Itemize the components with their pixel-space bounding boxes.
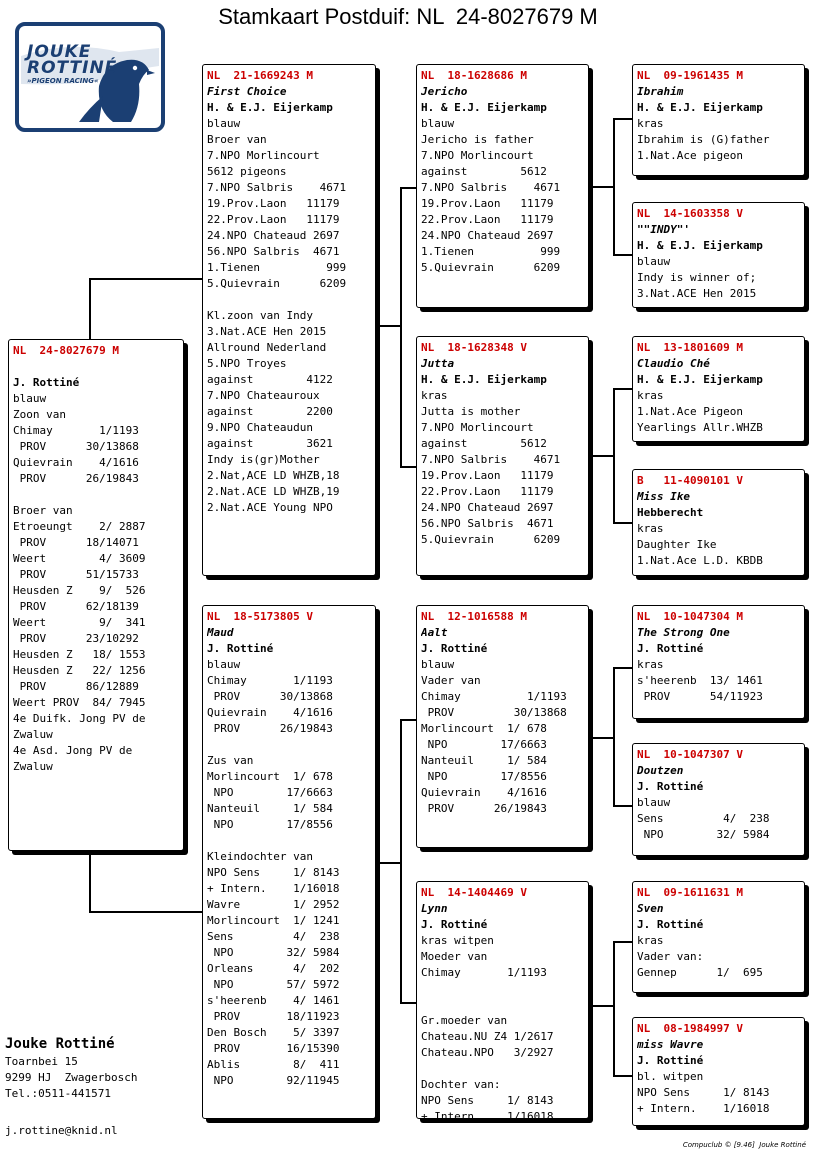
pedigree-line: 5.Quievrain 6209 [421, 261, 561, 274]
pedigree-line: Jericho is father [421, 133, 534, 146]
breeder-name: J. Rottiné [637, 1054, 704, 1067]
connector-line [400, 187, 417, 189]
pedigree-line: s'heerenb 13/ 1461 [637, 674, 763, 687]
pedigree-line: 19.Prov.Laon 11179 [421, 197, 554, 210]
pedigree-line: 5.NPO Troyes [207, 357, 287, 370]
pigeon-name: Sven [637, 902, 664, 915]
ring-number: B 11-4090101 V [637, 474, 743, 487]
pedigree-line: 7.NPO Salbris 4671 [207, 181, 347, 194]
pedigree-line: 24.NPO Chateaud 2697 [207, 229, 340, 242]
owner-city: 9299 HJ Zwagerbosch [5, 1071, 138, 1084]
pedigree-line: + Intern. 1/16018 [421, 1110, 554, 1123]
connector-line [613, 941, 615, 1077]
pedigree-line: 7.NPO Salbris 4671 [421, 453, 561, 466]
pedigree-line: blauw [637, 255, 671, 268]
pedigree-line: 1.Nat.Ace L.D. KBDB [637, 554, 763, 567]
pedigree-line: PROV 30/13868 [207, 690, 333, 703]
pedigree-line: kras witpen [421, 934, 494, 947]
pedigree-line: Weert PROV 84/ 7945 [13, 696, 146, 709]
pedigree-line: + Intern. 1/16018 [637, 1102, 770, 1115]
pedigree-line: against 5612 [421, 437, 547, 450]
connector-line [589, 737, 615, 739]
pedigree-line: Zus van [207, 754, 254, 767]
connector-line [376, 325, 402, 327]
pedigree-line: NPO 17/8556 [207, 818, 333, 831]
connector-line [613, 805, 632, 807]
pedigree-line: blauw [421, 117, 455, 130]
pedigree-line: NPO 57/ 5972 [207, 978, 340, 991]
pedigree-line: Indy is winner of; [637, 271, 757, 284]
pedigree-line: Indy is(gr)Mother [207, 453, 320, 466]
pedigree-line [207, 292, 371, 308]
pedigree-line: PROV 26/19843 [207, 722, 333, 735]
pigeon-name: Claudio Ché [637, 357, 710, 370]
pigeon-name: Maud [207, 626, 234, 639]
pigeon-card-mother-mother [416, 881, 589, 1123]
pigeon-name: ""INDY"' [637, 223, 690, 236]
pedigree-line: Daughter Ike [637, 538, 717, 551]
pedigree-line: NPO 32/ 5984 [637, 828, 770, 841]
pedigree-line: Kl.zoon van Indy [207, 309, 313, 322]
pedigree-line: 22.Prov.Laon 11179 [421, 213, 554, 226]
ring-number: NL 14-1603358 V [637, 207, 743, 220]
pedigree-line: 7.NPO Salbris 4671 [421, 181, 561, 194]
connector-line [400, 187, 402, 468]
pedigree-line: 2.Nat.ACE Young NPO [207, 501, 333, 514]
pedigree-line: Morlincourt 1/ 678 [207, 770, 333, 783]
pedigree-line: PROV 18/14071 [13, 536, 139, 549]
connector-line [589, 186, 615, 188]
pedigree-line: 3.Nat.ACE Hen 2015 [207, 325, 327, 338]
connector-line [613, 118, 632, 120]
connector-line [400, 719, 402, 1004]
connector-line [89, 278, 91, 340]
pedigree-line: PROV 26/19843 [13, 472, 139, 485]
pigeon-card-subject [8, 339, 184, 851]
pigeon-name: Jericho [421, 85, 468, 98]
connector-line [613, 941, 632, 943]
breeder-name: H. & E.J. Eijerkamp [421, 101, 547, 114]
pedigree-line: kras [637, 522, 664, 535]
pedigree-line: Nanteuil 1/ 584 [421, 754, 547, 767]
pedigree-line: blauw [13, 392, 47, 405]
breeder-name: Hebberecht [637, 506, 704, 519]
pigeon-card-father-father [416, 64, 589, 308]
pedigree-line: blauw [421, 658, 455, 671]
pedigree-line: Zoon van [13, 408, 66, 421]
breeder-name: J. Rottiné [13, 376, 80, 389]
logo-subtitle: »PIGEON RACING« [27, 77, 99, 85]
connector-line [400, 1002, 417, 1004]
pedigree-line: 1.Nat.Ace Pigeon [637, 405, 743, 418]
owner-address [5, 1034, 137, 1102]
pedigree-line: Chateau.NU Z4 1/2617 [421, 1030, 554, 1043]
ring-number: NL 24-8027679 M [13, 344, 119, 357]
owner-email[interactable]: j.rottine@knid.nl [5, 1124, 118, 1137]
pedigree-line: Kleindochter van [207, 850, 313, 863]
pedigree-line: Sens 4/ 238 [207, 930, 340, 943]
pedigree-line: PROV 54/11923 [637, 690, 763, 703]
owner-phone: Tel.:0511-441571 [5, 1087, 111, 1100]
pedigree-line: Chimay 1/1193 [421, 690, 567, 703]
pedigree-line: PROV 30/13868 [13, 440, 139, 453]
pedigree-line: Nanteuil 1/ 584 [207, 802, 333, 815]
pigeon-card-father [202, 64, 376, 576]
ring-number: NL 18-5173805 V [207, 610, 313, 623]
pedigree-line: Wavre 1/ 2952 [207, 898, 340, 911]
connector-line [613, 667, 615, 807]
ring-number: NL 13-1801609 M [637, 341, 743, 354]
breeder-name: H. & E.J. Eijerkamp [637, 101, 763, 114]
breeder-name: J. Rottiné [207, 642, 274, 655]
ring-number: NL 09-1611631 M [637, 886, 743, 899]
pedigree-line: blauw [637, 796, 671, 809]
breeder-name: J. Rottiné [637, 642, 704, 655]
breeder-name: J. Rottiné [421, 918, 488, 931]
connector-line [376, 862, 402, 864]
ring-number: NL 10-1047307 V [637, 748, 743, 761]
pedigree-line: PROV 30/13868 [421, 706, 567, 719]
pedigree-line: 24.NPO Chateaud 2697 [421, 501, 554, 514]
pigeon-name: Ibrahim [637, 85, 684, 98]
pedigree-line: 2.Nat,ACE LD WHZB,18 [207, 469, 340, 482]
breeder-name: H. & E.J. Eijerkamp [207, 101, 333, 114]
footer-credit: Compuclub © [9.46] Jouke Rottiné [682, 1141, 806, 1149]
pigeon-card-fff [632, 64, 805, 176]
pedigree-line: Quievrain 4/1616 [13, 456, 139, 469]
pedigree-line: 19.Prov.Laon 11179 [421, 469, 554, 482]
connector-line [89, 911, 204, 913]
breeder-name: J. Rottiné [421, 642, 488, 655]
pedigree-line [13, 487, 179, 503]
pedigree-line: Moeder van [421, 950, 488, 963]
pedigree-line: Vader van: [637, 950, 704, 963]
pigeon-card-father-mother [416, 336, 589, 576]
pedigree-line: Broer van [207, 133, 267, 146]
pigeon-name: Miss Ike [637, 490, 690, 503]
connector-line [400, 719, 417, 721]
pedigree-line: PROV 51/15733 [13, 568, 139, 581]
pedigree-line [421, 1061, 584, 1077]
pedigree-line: PROV 18/11923 [207, 1010, 340, 1023]
pedigree-line: Jutta is mother [421, 405, 521, 418]
pedigree-line: Gennep 1/ 695 [637, 966, 763, 979]
pigeon-name: miss Wavre [637, 1038, 704, 1051]
breeder-name: H. & E.J. Eijerkamp [637, 373, 763, 386]
pedigree-line: Quievrain 4/1616 [207, 706, 333, 719]
pigeon-name: Aalt [421, 626, 448, 639]
connector-line [613, 667, 632, 669]
pigeon-name: Jutta [421, 357, 455, 370]
connector-line [89, 851, 91, 913]
pedigree-line: 4e Duifk. Jong PV de [13, 712, 146, 725]
pedigree-line: Broer van [13, 504, 73, 517]
pedigree-line: 9.NPO Chateaudun [207, 421, 313, 434]
ring-number: NL 18-1628686 M [421, 69, 527, 82]
pedigree-line: blauw [207, 658, 241, 671]
pigeon-name: The Strong One [637, 626, 730, 639]
pedigree-line: kras [421, 389, 448, 402]
pedigree-line: Chimay 1/1193 [207, 674, 333, 687]
pedigree-line: NPO Sens 1/ 8143 [207, 866, 340, 879]
pedigree-line [421, 997, 584, 1013]
breeder-name: J. Rottiné [637, 780, 704, 793]
pigeon-card-mmf [632, 881, 805, 993]
pedigree-line: 1.Tienen 999 [421, 245, 561, 258]
pedigree-line: Zwaluw [13, 760, 53, 773]
pedigree-line: PROV 26/19843 [421, 802, 547, 815]
pedigree-line: Ablis 8/ 411 [207, 1058, 340, 1071]
pedigree-line: kras [637, 389, 664, 402]
pedigree-line: bl. witpen [637, 1070, 704, 1083]
owner-street: Toarnbei 15 [5, 1055, 78, 1068]
pedigree-line: Allround Nederland [207, 341, 327, 354]
pedigree-line: Den Bosch 5/ 3397 [207, 1026, 340, 1039]
logo-text: ROTTINÉ [27, 58, 118, 78]
pedigree-line [207, 833, 371, 849]
pedigree-line: Heusden Z 18/ 1553 [13, 648, 146, 661]
pigeon-name: First Choice [207, 85, 287, 98]
pedigree-line: NPO 17/8556 [421, 770, 547, 783]
pedigree-line: Dochter van: [421, 1078, 501, 1091]
ring-number: NL 21-1669243 M [207, 69, 313, 82]
pedigree-line: 5.Quievrain 6209 [207, 277, 347, 290]
pedigree-line: Quievrain 4/1616 [421, 786, 547, 799]
pedigree-line: 4e Asd. Jong PV de [13, 744, 133, 757]
pedigree-line: 7.NPO Chateauroux [207, 389, 320, 402]
pedigree-line: PROV 23/10292 [13, 632, 139, 645]
pedigree-line: Orleans 4/ 202 [207, 962, 340, 975]
pedigree-line [207, 737, 371, 753]
connector-line [613, 522, 632, 524]
pedigree-line [13, 359, 179, 375]
pedigree-line: Chimay 1/1193 [421, 966, 547, 979]
pedigree-line: PROV 86/12889 [13, 680, 139, 693]
pedigree-line: 24.NPO Chateaud 2697 [421, 229, 554, 242]
owner-name: Jouke Rottiné [5, 1036, 115, 1052]
pedigree-line: Heusden Z 9/ 526 [13, 584, 146, 597]
pedigree-line: Morlincourt 1/ 1241 [207, 914, 340, 927]
pedigree-line: 56.NPO Salbris 4671 [421, 517, 554, 530]
ring-number: NL 08-1984997 V [637, 1022, 743, 1035]
ring-number: NL 12-1016588 M [421, 610, 527, 623]
pedigree-line: 5612 pigeons [207, 165, 287, 178]
pigeon-card-fmf [632, 336, 805, 442]
pedigree-line: NPO Sens 1/ 8143 [421, 1094, 554, 1107]
pedigree-line: 3.Nat.ACE Hen 2015 [637, 287, 757, 300]
pedigree-line: NPO 32/ 5984 [207, 946, 340, 959]
pedigree-line: NPO 17/6663 [207, 786, 333, 799]
connector-line [613, 254, 632, 256]
pedigree-line: 56.NPO Salbris 4671 [207, 245, 340, 258]
pedigree-line: Zwaluw [13, 728, 53, 741]
pedigree-line: 19.Prov.Laon 11179 [207, 197, 340, 210]
pigeon-card-ffm [632, 202, 805, 308]
pedigree-line: blauw [207, 117, 241, 130]
pedigree-line: Heusden Z 22/ 1256 [13, 664, 146, 677]
pedigree-line: Chimay 1/1193 [13, 424, 139, 437]
page-title: Stamkaart Postduif: NL 24-8027679 M [218, 4, 598, 29]
pedigree-line: + Intern. 1/16018 [207, 882, 340, 895]
breeder-name: J. Rottiné [637, 918, 704, 931]
pedigree-line: 22.Prov.Laon 11179 [421, 485, 554, 498]
connector-line [613, 1075, 632, 1077]
connector-line [89, 278, 204, 280]
pedigree-line: Ibrahim is (G)father [637, 133, 770, 146]
pedigree-line: kras [637, 658, 664, 671]
pedigree-line: 1.Nat.Ace pigeon [637, 149, 743, 162]
pedigree-line: Sens 4/ 238 [637, 812, 770, 825]
connector-line [589, 1005, 615, 1007]
connector-line [400, 466, 417, 468]
pigeon-card-mff [632, 605, 805, 719]
pedigree-line: against 5612 [421, 165, 547, 178]
pedigree-line: PROV 16/15390 [207, 1042, 340, 1055]
pedigree-line: NPO 17/6663 [421, 738, 547, 751]
pedigree-line: 5.Quievrain 6209 [421, 533, 561, 546]
pedigree-line: NPO Sens 1/ 8143 [637, 1086, 770, 1099]
pedigree-line: 22.Prov.Laon 11179 [207, 213, 340, 226]
pedigree-line: NPO 92/11945 [207, 1074, 340, 1087]
pedigree-line: against 4122 [207, 373, 333, 386]
pedigree-line: kras [637, 117, 664, 130]
logo-text: JOUKE [27, 42, 92, 62]
breeder-name: H. & E.J. Eijerkamp [421, 373, 547, 386]
pedigree-line [421, 981, 584, 997]
pigeon-name: Doutzen [637, 764, 684, 777]
pedigree-line: 7.NPO Morlincourt [207, 149, 320, 162]
connector-line [613, 388, 615, 524]
pedigree-line: Weert 4/ 3609 [13, 552, 146, 565]
pedigree-line: s'heerenb 4/ 1461 [207, 994, 340, 1007]
logo [15, 22, 165, 132]
pedigree-line: 1.Tienen 999 [207, 261, 347, 274]
pedigree-line: Chateau.NPO 3/2927 [421, 1046, 554, 1059]
pigeon-card-mother-father [416, 605, 589, 848]
ring-number: NL 18-1628348 V [421, 341, 527, 354]
pedigree-line: against 2200 [207, 405, 333, 418]
connector-line [589, 455, 615, 457]
pedigree-line: against 3621 [207, 437, 333, 450]
pigeon-card-mother [202, 605, 376, 1119]
pigeon-card-mmm [632, 1017, 805, 1126]
ring-number: NL 14-1404469 V [421, 886, 527, 899]
ring-number: NL 09-1961435 M [637, 69, 743, 82]
pedigree-line: 7.NPO Morlincourt [421, 149, 534, 162]
pigeon-card-fmm [632, 469, 805, 576]
pedigree-line: 7.NPO Morlincourt [421, 421, 534, 434]
pedigree-line: Weert 9/ 341 [13, 616, 146, 629]
pedigree-line: kras [637, 934, 664, 947]
pedigree-line: Vader van [421, 674, 481, 687]
pedigree-line: Etroeungt 2/ 2887 [13, 520, 146, 533]
connector-line [613, 118, 615, 256]
pedigree-line: Gr.moeder van [421, 1014, 508, 1027]
pigeon-card-mfm [632, 743, 805, 856]
pedigree-line: PROV 62/18139 [13, 600, 139, 613]
breeder-name: H. & E.J. Eijerkamp [637, 239, 763, 252]
pedigree-line: 2.Nat.ACE LD WHZB,19 [207, 485, 340, 498]
pedigree-line: Morlincourt 1/ 678 [421, 722, 547, 735]
ring-number: NL 10-1047304 M [637, 610, 743, 623]
connector-line [613, 388, 632, 390]
pigeon-name: Lynn [421, 902, 448, 915]
pedigree-line: Yearlings Allr.WHZB [637, 421, 763, 434]
